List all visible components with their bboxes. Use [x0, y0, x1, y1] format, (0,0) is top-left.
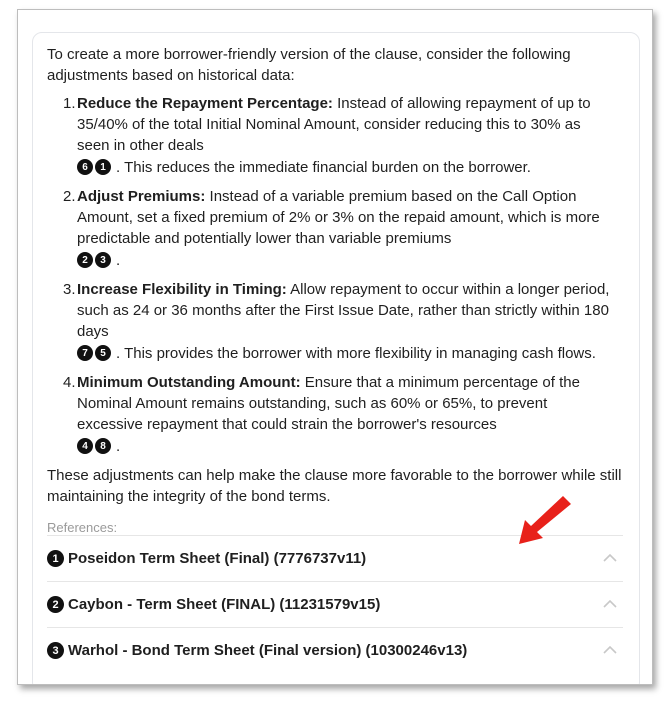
list-number: 4.	[63, 374, 76, 391]
citation-group	[77, 342, 623, 364]
citation-badge[interactable]: 4	[77, 438, 93, 454]
citation-badge[interactable]: 8	[95, 438, 111, 454]
citation-badge[interactable]: 3	[95, 252, 111, 268]
list-item-title: Minimum Outstanding Amount:	[77, 374, 301, 391]
recommendation-list	[47, 93, 623, 457]
reference-item[interactable]	[47, 627, 623, 673]
reference-title[interactable]: Caybon - Term Sheet (FINAL) (11231579v15)	[68, 596, 381, 613]
citation-group	[77, 156, 623, 178]
screenshot-frame	[17, 9, 653, 685]
list-number: 1.	[63, 95, 76, 112]
references-label: References:	[47, 520, 118, 535]
list-item-tail-text: .	[116, 437, 121, 455]
list-item-title: Reduce the Repayment Percentage:	[77, 95, 333, 112]
list-item	[47, 279, 623, 364]
list-item-title: Increase Flexibility in Timing:	[77, 281, 287, 298]
list-item-text: Amount, set a fixed premium of 2% or 3% on the repaid amount, which is more	[77, 209, 600, 226]
summary-text: These adjustments can help make the clause more favorable to the borrower while still maintaining the integrity of the bond terms.	[47, 467, 622, 505]
chevron-up-icon[interactable]	[603, 599, 617, 609]
reference-number-badge: 2	[47, 596, 64, 613]
list-item-text: excessive repayment that could strain the borrower's resources	[77, 416, 497, 433]
reference-title[interactable]: Poseidon Term Sheet (Final) (7776737v11)	[68, 550, 367, 567]
list-item-text: Ensure that a minimum percentage of the	[304, 374, 580, 391]
intro-text: To create a more borrower-friendly version of the clause, consider the following adjustments based on historical data:	[47, 46, 571, 84]
list-item-text: 35/40% of the total Initial Nominal Amount, consider reducing this to 30% as	[77, 116, 581, 133]
citation-badge[interactable]: 2	[77, 252, 93, 268]
citation-badge[interactable]: 5	[95, 345, 111, 361]
chevron-up-icon[interactable]	[603, 553, 617, 563]
list-item-tail-text: . This reduces the immediate financial burden on the borrower.	[116, 158, 531, 176]
list-item-text: Nominal Amount remains outstanding, such as 60% or 65%, to prevent	[77, 395, 548, 412]
reference-number-badge: 1	[47, 550, 64, 567]
list-item-text: such as 24 or 36 months after the First Issue Date, rather than strictly within 180	[77, 302, 609, 319]
list-item	[47, 93, 623, 178]
list-item-text: seen in other deals	[77, 137, 204, 154]
assistant-response-card	[32, 32, 640, 685]
list-item-text: Allow repayment to occur within a longer period,	[290, 281, 610, 298]
list-item-text: Instead of allowing repayment of up to	[337, 95, 591, 112]
list-item-text: predictable and potentially lower than variable premiums	[77, 230, 452, 247]
list-item	[47, 372, 623, 457]
citation-badge[interactable]: 7	[77, 345, 93, 361]
chevron-up-icon[interactable]	[603, 645, 617, 655]
reference-number-badge: 3	[47, 642, 64, 659]
list-item-tail-text: .	[116, 251, 121, 269]
list-item-title: Adjust Premiums:	[77, 188, 206, 205]
citation-badge[interactable]: 6	[77, 159, 93, 175]
red-arrow-icon	[515, 494, 575, 548]
citation-group	[77, 249, 623, 271]
list-number: 3.	[63, 281, 76, 298]
list-item-text: Instead of a variable premium based on the Call Option	[209, 188, 577, 205]
reference-title[interactable]: Warhol - Bond Term Sheet (Final version) (10300246v13)	[68, 642, 468, 659]
citation-badge[interactable]: 1	[95, 159, 111, 175]
list-item-tail-text: . This provides the borrower with more flexibility in managing cash flows.	[116, 344, 596, 362]
list-item-text: days	[77, 323, 109, 340]
reference-item[interactable]	[47, 581, 623, 627]
citation-group	[77, 435, 623, 457]
list-number: 2.	[63, 188, 76, 205]
list-item	[47, 186, 623, 271]
